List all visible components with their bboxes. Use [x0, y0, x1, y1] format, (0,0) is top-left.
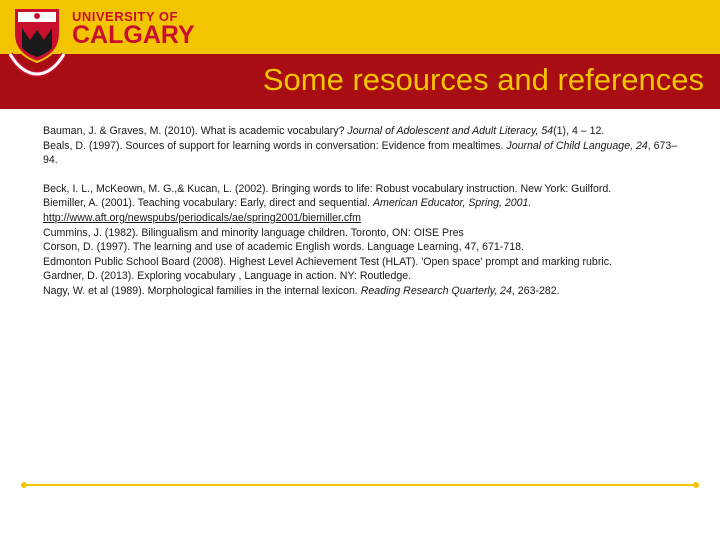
reference-list — [43, 124, 683, 299]
reference-text: Beck, I. L., McKeown, M. G.,& Kucan, L. (2002). Bringing words to life: Robust vocabulary instruction. New York: Guilford. — [43, 182, 612, 195]
reference-text: Edmonton Public School Board (2008). Highest Level Achievement Test (HLAT). 'Open space' prompt and marking rubric. — [43, 255, 612, 268]
reference-text: Gardner, D. (2013). Exploring vocabulary , Language in action. NY: Routledge. — [43, 270, 412, 283]
reference-item — [43, 226, 683, 241]
reference-text: Cummins, J. (1982). Bilingualism and minority language children. Toronto, ON: OISE Pres — [43, 226, 464, 239]
reference-text: Bauman, J. & Graves, M. (2010). What is academic vocabulary? — [43, 125, 348, 137]
reference-item[interactable] — [43, 211, 683, 226]
reference-link[interactable]: http://www.aft.org/newspubs/periodicals/ae/spring2001/biemiller.cfm — [43, 211, 361, 224]
reference-item — [43, 182, 683, 197]
reference-text: Biemiller, A. (2001). Teaching vocabulary: Early, direct and sequential. — [43, 197, 373, 210]
university-logo — [8, 4, 195, 78]
reference-text: Corson, D. (1997). The learning and use of academic English words. Language Learning, 47, 671-718. — [43, 241, 524, 254]
footer-divider — [24, 484, 696, 486]
reference-pages: , 673–94. — [43, 139, 678, 167]
reference-source: Journal of Adolescent and Adult Literacy, 54 — [347, 125, 554, 137]
logo-calgary-text: CALGARY — [72, 21, 195, 49]
reference-source: Reading Research Quarterly, 24 — [360, 284, 512, 297]
reference-item — [43, 255, 683, 270]
reference-item — [43, 284, 683, 299]
crest-icon — [8, 4, 66, 78]
reference-item — [43, 269, 683, 284]
logo-wordmark — [72, 10, 195, 48]
slide-title: Some resources and references — [262, 62, 704, 97]
footer-dot-right — [693, 482, 699, 488]
reference-pages: , 263-282. — [511, 284, 560, 297]
reference-item — [43, 240, 683, 255]
reference-source: American Educator, Spring, 2001. — [372, 197, 532, 210]
reference-text: Beals, D. (1997). Sources of support for learning words in conversation: Evidence from mealtimes. — [43, 139, 507, 152]
reference-text: Nagy, W. et al (1989). Morphological families in the internal lexicon. — [43, 284, 361, 297]
reference-item — [43, 196, 683, 211]
reference-pages: (1), 4 – 12. — [553, 125, 605, 137]
logo-university-text: UNIVERSITY OF — [72, 9, 178, 24]
reference-item — [43, 139, 683, 168]
footer-dot-left — [21, 482, 27, 488]
reference-item — [43, 124, 683, 139]
reference-source: Journal of Child Language, 24 — [506, 139, 648, 152]
